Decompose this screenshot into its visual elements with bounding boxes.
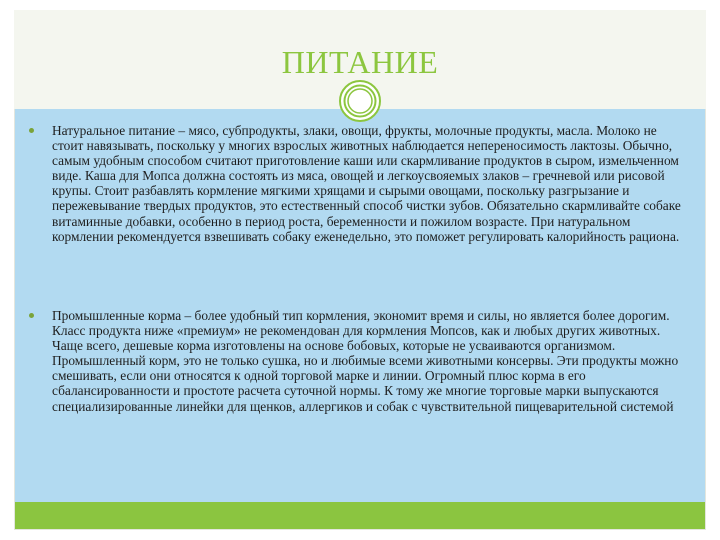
green-ring-ornament-icon bbox=[339, 80, 381, 122]
bullet-item-industrial-food bbox=[35, 308, 683, 414]
bullet-dot-icon bbox=[29, 313, 34, 318]
bullet-dot-icon bbox=[29, 128, 34, 133]
slide-title: ПИТАНИЕ bbox=[281, 44, 439, 80]
bullet-item-natural-food bbox=[35, 123, 683, 244]
bullet-text: Промышленные корма – более удобный тип кормления, экономит время и силы, но является более дорогим. Класс продукта ниже «премиум» не рекомендован для кормления Мопсов, как и любых других животных. Чаще всего, дешевые корма изготовлены на основе бобовых, которые не усваиваются организмом. Промышленный корм, это не только сушка, но и любимые всеми животными консервы. Эти продукты можно смешивать, если они относятся к одной торговой марке и линии. Огромный плюс корма в его сбалансированности и простоте расчета суточной нормы. К тому же многие торговые марки выпускаются специализированные линейки для щенков, аллергиков и собак с чувствительной пищеварительной системой bbox=[52, 308, 679, 414]
content-panel bbox=[15, 109, 705, 502]
bottom-accent-bar bbox=[15, 502, 705, 529]
bullet-text: Натуральное питание – мясо, субпродукты, злаки, овощи, фрукты, молочные продукты, масла. Молоко не стоит навязывать, поскольку у многих взрослых животных наблюдается непереносимость лактозы. Обычно, самым удобным способом считают приготовление каши или скармливание продуктов в сыром, измельченном виде. Каша для Мопса должна состоять из мяса, овощей и легкоусвояемых злаков – гречневой или рисовой крупы. Стоит разбавлять кормление мягкими хрящами и сырыми овощами, поскольку разгрызание и пережевывание твердых продуктов, это естественный способ чистки зубов. Обязательно скармливайте собаке витаминные добавки, особенно в период роста, беременности и пожилом возрасте. При натуральном кормлении рекомендуется взвешивать собаку еженедельно, это поможет регулировать калорийность рациона. bbox=[52, 123, 681, 244]
